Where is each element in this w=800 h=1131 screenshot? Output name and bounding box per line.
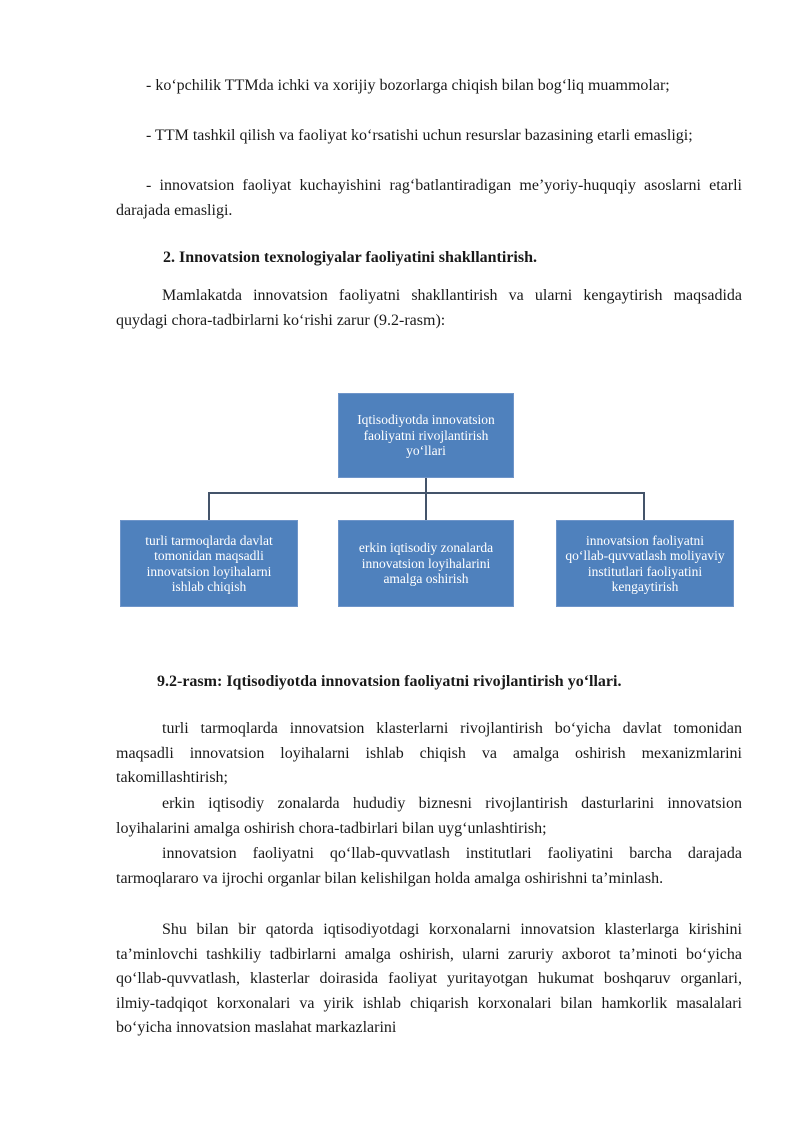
paragraph-3: innovatsion faoliyatni qo‘llab-quvvatlash institutlari faoliyatini barcha darajada tarmoqlararo va ijrochi organlar bilan kelishilgan holda amalga oshirishni ta’minlash. xyxy=(116,845,742,887)
diagram-root-box xyxy=(338,393,514,478)
connector-right xyxy=(643,492,645,520)
intro-paragraph: Mamlakatda innovatsion faoliyatni shakllantirish va ularni kengaytirish maqsadida quydagi chora-tadbirlarni ko‘rishi zarur (9.2-rasm): xyxy=(116,287,742,329)
paragraph-2: erkin iqtisodiy zonalarda hududiy biznesni rivojlantirish dasturlarini innovatsion loyihalarini amalga oshirish chora-tadbirlari bilan uyg‘unlashtirish; xyxy=(116,795,742,837)
diagram-child-label-2: erkin iqtisodiy zonalarda innovatsion loyihalarini amalga oshirish xyxy=(358,540,494,587)
bullet-item-1: - ko‘pchilik TTMda ichki va xorijiy bozorlarga chiqish bilan bog‘liq muammolar; xyxy=(146,77,670,94)
diagram-child-box-3 xyxy=(556,520,734,607)
diagram-child-box-1 xyxy=(120,520,298,607)
diagram-child-label-3: innovatsion faoliyatni qo‘llab-quvvatlash moliyaviy institutlari faoliyatini kengaytirish xyxy=(565,532,725,594)
diagram-root-label: Iqtisodiyotda innovatsion faoliyatni rivojlantirish yo‘llari xyxy=(357,412,495,459)
diagram-child-label-1: turli tarmoqlarda davlat tomonidan maqsadli innovatsion loyihalarni ishlab chiqish xyxy=(145,532,273,594)
bullet-item-3: - innovatsion faoliyat kuchayishini rag‘batlantiradigan me’yoriy-huquqiy asoslarni etarli darajada emasligi. xyxy=(116,177,742,219)
figure-caption: 9.2-rasm: Iqtisodiyotda innovatsion faoliyatni rivojlantirish yo‘llari. xyxy=(157,673,622,690)
connector-center xyxy=(425,492,427,520)
connector-left xyxy=(208,492,210,520)
bullet-item-2: - TTM tashkil qilish va faoliyat ko‘rsatishi uchun resurslar bazasining etarli emasligi; xyxy=(146,127,693,144)
diagram-child-box-2 xyxy=(338,520,514,607)
connector-root-stem xyxy=(425,478,427,493)
section-heading: 2. Innovatsion texnologiyalar faoliyatini shakllantirish. xyxy=(163,249,537,266)
paragraph-1: turli tarmoqlarda innovatsion klasterlarni rivojlantirish bo‘yicha davlat tomonidan maqsadli innovatsion loyihalarni ishlab chiqish va amalga oshirish mexanizmlarini takomillashtirish; xyxy=(116,720,742,787)
paragraph-4: Shu bilan bir qatorda iqtisodiyotdagi korxonalarni innovatsion klasterlarga kirishini ta’minlovchi tashkiliy tadbirlarni amalga oshirish, ularni zaruriy axborot ta’minoti bo‘yicha qo‘llab-quvvatlash, klasterlar doirasida faoliyat yuritayotgan hukumat boshqaruv organlari, ilmiy-tadqiqot korxonalari va yirik ishlab chiqarish korxonalari bilan hamkorlik masalalari bo‘yicha innovatsion maslahat markazlarini xyxy=(116,921,742,1037)
